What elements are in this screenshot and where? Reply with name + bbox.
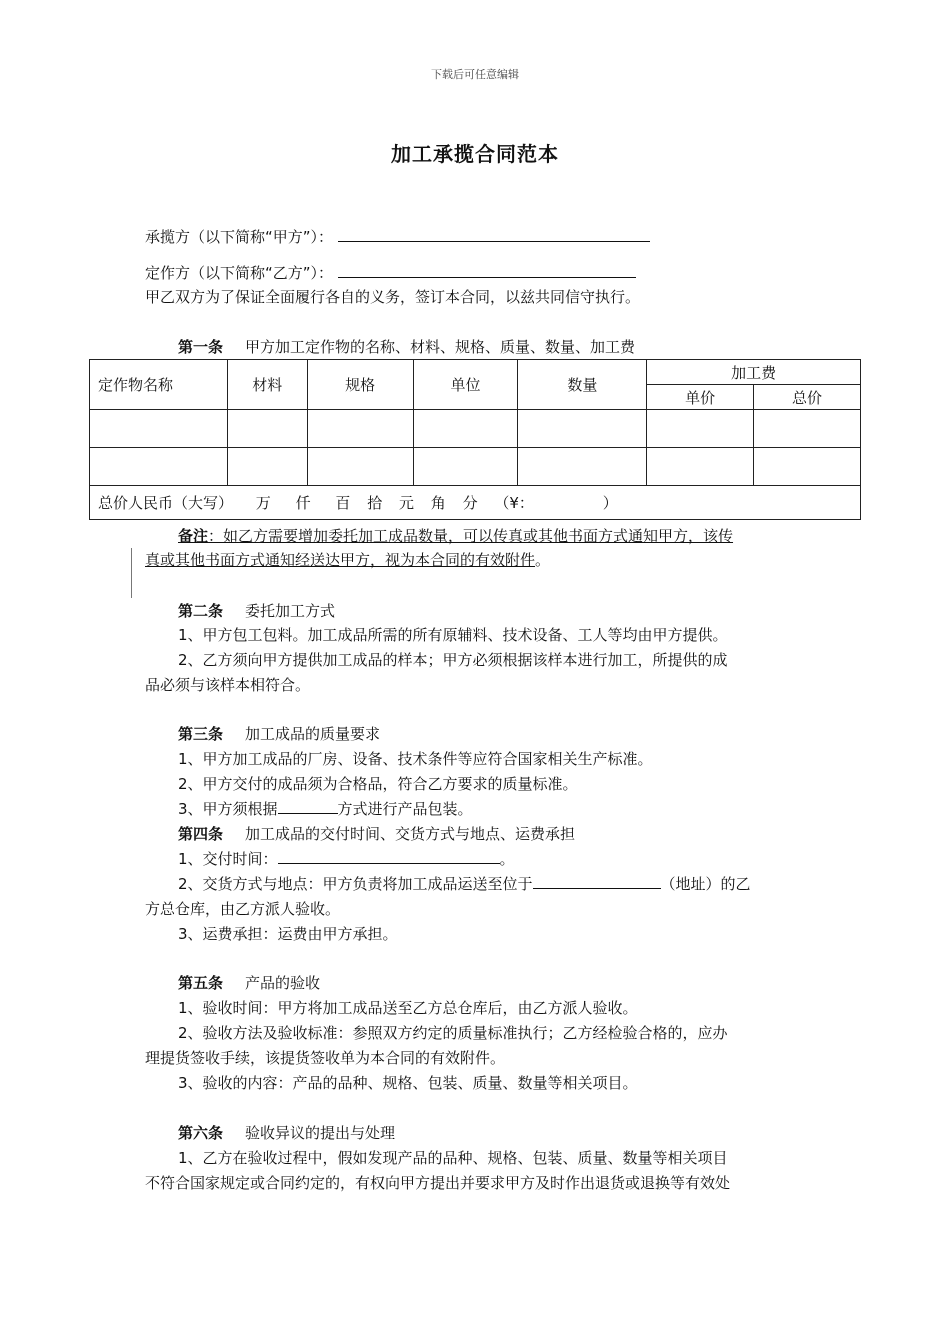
article-4-heading — [178, 823, 575, 845]
table-cell — [227, 410, 307, 448]
article-3-p3b: 方式进行产品包装。 — [337, 800, 473, 818]
article-2-number: 第二条 — [178, 602, 224, 620]
article-3-p2: 2、甲方交付的成品须为合格品，符合乙方要求的质量标准。 — [178, 775, 578, 793]
header-material: 材料 — [227, 360, 307, 410]
article-5-title: 产品的验收 — [245, 974, 321, 992]
unit-qian: 仟 — [295, 494, 311, 512]
unit-jiao: 角 — [430, 494, 446, 512]
article-3-p3a: 3、甲方须根据 — [178, 800, 278, 818]
unit-fen: 分 — [462, 494, 478, 512]
table-cell — [90, 448, 228, 486]
unit-shi: 拾 — [367, 494, 383, 512]
article-5-heading — [178, 972, 320, 994]
article-1-number: 第一条 — [178, 338, 224, 356]
article-1-title: 甲方加工定作物的名称、材料、规格、质量、数量、加工费 — [245, 338, 636, 356]
specification-table — [89, 359, 861, 520]
article-4-p1a: 1、交付时间： — [178, 850, 278, 868]
article-4-title: 加工成品的交付时间、交货方式与地点、运费承担 — [245, 825, 576, 843]
unit-bai: 百 — [335, 494, 351, 512]
article-4-number: 第四条 — [178, 825, 224, 843]
article-4-p2a: 2、交货方式与地点：甲方负责将加工成品运送至位于 — [178, 875, 533, 893]
article-3-p3 — [178, 798, 473, 820]
article-6-p1b: 不符合国家规定或合同约定的，有权向甲方提出并要求甲方及时作出退货或退换等有效处 — [145, 1174, 731, 1192]
party-b-label: 定作方（以下简称“乙方”）： — [145, 264, 334, 282]
article-2-title: 委托加工方式 — [245, 602, 336, 620]
article-5-p1: 1、验收时间：甲方将加工成品送至乙方总仓库后，由乙方派人验收。 — [178, 999, 638, 1017]
article-4-p2c: 方总仓库，由乙方派人验收。 — [145, 900, 341, 918]
table-cell — [647, 448, 754, 486]
table-cell — [307, 410, 413, 448]
article-5-p3: 3、验收的内容：产品的品种、规格、包装、质量、数量等相关项目。 — [178, 1074, 638, 1092]
article-6-number: 第六条 — [178, 1124, 224, 1142]
note-line-2 — [145, 549, 550, 571]
table-cell — [227, 448, 307, 486]
article-4-p2b: （地址）的乙 — [660, 875, 751, 893]
amount-close: ） — [602, 494, 618, 512]
article-5-p2a: 2、验收方法及验收标准：参照双方约定的质量标准执行；乙方经检验合格的，应办 — [178, 1024, 728, 1042]
revision-bar — [131, 548, 132, 598]
header-total-price: 总价 — [754, 385, 861, 410]
party-a-label: 承揽方（以下简称“甲方”）： — [145, 228, 334, 246]
article-3-number: 第三条 — [178, 725, 224, 743]
unit-yuan: 元 — [398, 494, 414, 512]
note-text-1: ：如乙方需要增加委托加工成品数量，可以传真或其他书面方式通知甲方，该传 — [208, 527, 734, 545]
table-cell — [413, 448, 518, 486]
document-title: 加工承揽合同范本 — [391, 142, 559, 166]
table-cell — [754, 410, 861, 448]
header-quantity: 数量 — [518, 360, 647, 410]
party-b-line — [145, 262, 636, 284]
page-header: 下载后可任意编辑 — [431, 68, 519, 81]
article-4-p3: 3、运费承担：运费由甲方承担。 — [178, 925, 398, 943]
header-unit-price: 单价 — [647, 385, 754, 410]
article-2-p2b: 品必须与该样本相符合。 — [145, 676, 311, 694]
header-unit: 单位 — [413, 360, 518, 410]
total-amount-row — [90, 486, 861, 520]
table-cell — [647, 410, 754, 448]
article-4-p1 — [178, 848, 515, 870]
address-blank — [533, 873, 661, 889]
table-row — [90, 448, 861, 486]
header-processing-fee: 加工费 — [647, 360, 861, 385]
table-cell — [754, 448, 861, 486]
article-6-p1a: 1、乙方在验收过程中，假如发现产品的品种、规格、包装、质量、数量等相关项目 — [178, 1149, 728, 1167]
article-2-p1: 1、甲方包工包料。加工成品所需的所有原辅料、技术设备、工人等均由甲方提供。 — [178, 626, 728, 644]
table-cell — [518, 410, 647, 448]
table-cell — [518, 448, 647, 486]
article-6-title: 验收异议的提出与处理 — [245, 1124, 396, 1142]
yuan-symbol: （¥： — [494, 494, 534, 512]
header-item-name: 定作物名称 — [90, 360, 228, 410]
note-label: 备注 — [178, 527, 209, 545]
article-1-heading — [178, 336, 635, 358]
note-line-1 — [178, 525, 733, 547]
article-4-p1b: 。 — [499, 850, 515, 868]
packaging-blank — [278, 798, 338, 814]
article-3-p1: 1、甲方加工成品的厂房、设备、技术条件等应符合国家相关生产标准。 — [178, 750, 653, 768]
party-a-line — [145, 226, 650, 248]
intro-text: 甲乙双方为了保证全面履行各自的义务，签订本合同，以兹共同信守执行。 — [145, 288, 641, 306]
note-text-2: 真或其他书面方式通知经送达甲方，视为本合同的有效附件 — [145, 551, 536, 569]
party-b-blank — [338, 262, 636, 278]
table-row — [90, 410, 861, 448]
header-spec: 规格 — [307, 360, 413, 410]
table-cell — [90, 410, 228, 448]
note-end: 。 — [535, 551, 551, 569]
party-a-blank — [338, 226, 650, 242]
article-2-p2a: 2、乙方须向甲方提供加工成品的样本；甲方必须根据该样本进行加工，所提供的成 — [178, 651, 728, 669]
article-5-p2b: 理提货签收手续，该提货签收单为本合同的有效附件。 — [145, 1049, 506, 1067]
article-3-title: 加工成品的质量要求 — [245, 725, 381, 743]
total-amount-label: 总价人民币（大写） — [98, 494, 234, 512]
unit-wan: 万 — [255, 494, 271, 512]
article-5-number: 第五条 — [178, 974, 224, 992]
article-3-heading — [178, 723, 380, 745]
article-4-p2 — [178, 873, 751, 895]
article-6-heading — [178, 1122, 395, 1144]
article-2-heading — [178, 600, 335, 622]
table-cell — [413, 410, 518, 448]
delivery-time-blank — [278, 848, 500, 864]
table-cell — [307, 448, 413, 486]
